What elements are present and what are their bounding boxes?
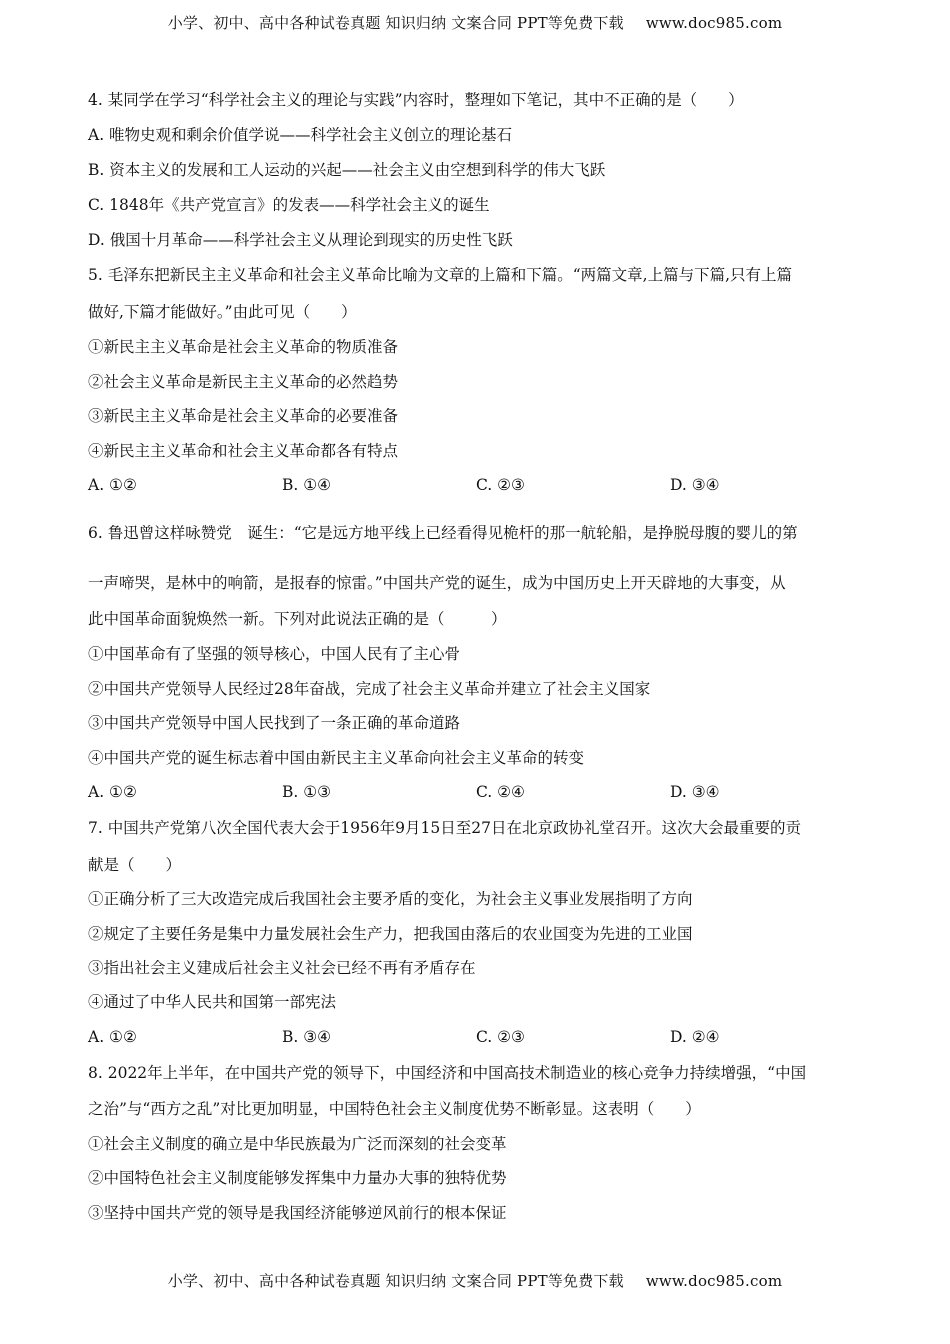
q6-stem-line2: 一声啼哭，是林中的响箭，是报春的惊雷。”中国共产党的诞生，成为中国历史上开天辟地的大事变，从 xyxy=(88,574,786,592)
q7-statement-1: ①正确分析了三大改造完成后我国社会主要矛盾的变化，为社会主义事业发展指明了方向 xyxy=(88,890,693,908)
q7-stem-line2: 献是（ ） xyxy=(88,856,182,874)
q5-choice-a: A. ①② xyxy=(88,476,137,494)
q8-stem-line1: 8. 2022年上半年，在中国共产党的领导下，中国经济和中国高技术制造业的核心竞争力持续增强，“中国 xyxy=(88,1064,807,1082)
q5-choice-b: B. ①④ xyxy=(282,476,332,494)
q8-statement-1: ①社会主义制度的确立是中华民族最为广泛而深刻的社会变革 xyxy=(88,1135,507,1153)
q5-stem-line2: 做好,下篇才能做好。”由此可见（ ） xyxy=(88,303,357,321)
q7-choice-c: C. ②③ xyxy=(476,1028,525,1046)
q6-stem-line3: 此中国革命面貌焕然一新。下列对此说法正确的是（ ） xyxy=(88,610,507,628)
q5-statement-2: ②社会主义革命是新民主主义革命的必然趋势 xyxy=(88,373,399,391)
q6-statement-3: ③中国共产党领导中国人民找到了一条正确的革命道路 xyxy=(88,714,461,732)
q5-choice-d: D. ③④ xyxy=(670,476,720,494)
q4-option-c: C. 1848年《共产党宣言》的发表——科学社会主义的诞生 xyxy=(88,196,490,214)
footer-url[interactable]: www.doc985.com xyxy=(645,1272,783,1290)
q7-statement-2: ②规定了主要任务是集中力量发展社会生产力，把我国由落后的农业国变为先进的工业国 xyxy=(88,925,693,943)
q8-statement-3: ③坚持中国共产党的领导是我国经济能够逆风前行的根本保证 xyxy=(88,1204,507,1222)
q4-option-b: B. 资本主义的发展和工人运动的兴起——社会主义由空想到科学的伟大飞跃 xyxy=(88,161,606,179)
q6-choice-b: B. ①③ xyxy=(282,783,332,801)
q7-choice-a: A. ①② xyxy=(88,1028,137,1046)
q4-option-d: D. 俄国十月革命——科学社会主义从理论到现实的历史性飞跃 xyxy=(88,231,513,249)
q8-statement-2: ②中国特色社会主义制度能够发挥集中力量办大事的独特优势 xyxy=(88,1169,507,1187)
q5-stem-line1: 5. 毛泽东把新民主主义革命和社会主义革命比喻为文章的上篇和下篇。“两篇文章,上篇与下篇,只有上篇 xyxy=(88,266,792,284)
page-footer xyxy=(0,1270,950,1291)
header-text: 小学、初中、高中各种试卷真题 知识归纳 文案合同 PPT等免费下载 xyxy=(167,14,624,32)
q7-choice-d: D. ②④ xyxy=(670,1028,720,1046)
q6-statement-4: ④中国共产党的诞生标志着中国由新民主主义革命向社会主义革命的转变 xyxy=(88,749,585,767)
footer-text: 小学、初中、高中各种试卷真题 知识归纳 文案合同 PPT等免费下载 xyxy=(167,1272,624,1290)
q6-choice-a: A. ①② xyxy=(88,783,137,801)
q5-statement-1: ①新民主主义革命是社会主义革命的物质准备 xyxy=(88,338,399,356)
q7-statement-3: ③指出社会主义建成后社会主义社会已经不再有矛盾存在 xyxy=(88,959,476,977)
q5-choice-c: C. ②③ xyxy=(476,476,525,494)
header-url[interactable]: www.doc985.com xyxy=(645,14,783,32)
q5-statement-4: ④新民主主义革命和社会主义革命都各有特点 xyxy=(88,442,399,460)
q7-choice-b: B. ③④ xyxy=(282,1028,332,1046)
q6-statement-1: ①中国革命有了坚强的领导核心，中国人民有了主心骨 xyxy=(88,645,461,663)
q8-stem-line2: 之治”与“西方之乱”对比更加明显，中国特色社会主义制度优势不断彰显。这表明（ ） xyxy=(88,1100,701,1118)
q7-statement-4: ④通过了中华人民共和国第一部宪法 xyxy=(88,993,337,1011)
q6-choice-d: D. ③④ xyxy=(670,783,720,801)
q6-statement-2: ②中国共产党领导人民经过28年奋战，完成了社会主义革命并建立了社会主义国家 xyxy=(88,680,651,698)
page-header xyxy=(0,12,950,33)
q4-option-a: A. 唯物史观和剩余价值学说——科学社会主义创立的理论基石 xyxy=(88,126,513,144)
q5-statement-3: ③新民主主义革命是社会主义革命的必要准备 xyxy=(88,407,399,425)
q6-choice-c: C. ②④ xyxy=(476,783,525,801)
q7-stem-line1: 7. 中国共产党第八次全国代表大会于1956年9月15日至27日在北京政协礼堂召开。这次大会最重要的贡 xyxy=(88,819,801,837)
q4-stem: 4. 某同学在学习“科学社会主义的理论与实践”内容时，整理如下笔记，其中不正确的是（ ） xyxy=(88,91,744,109)
q6-stem-line1: 6. 鲁迅曾这样咏赞党 诞生：“它是远方地平线上已经看得见桅杆的那一航轮船，是挣脱母腹的婴儿的第 xyxy=(88,524,798,542)
